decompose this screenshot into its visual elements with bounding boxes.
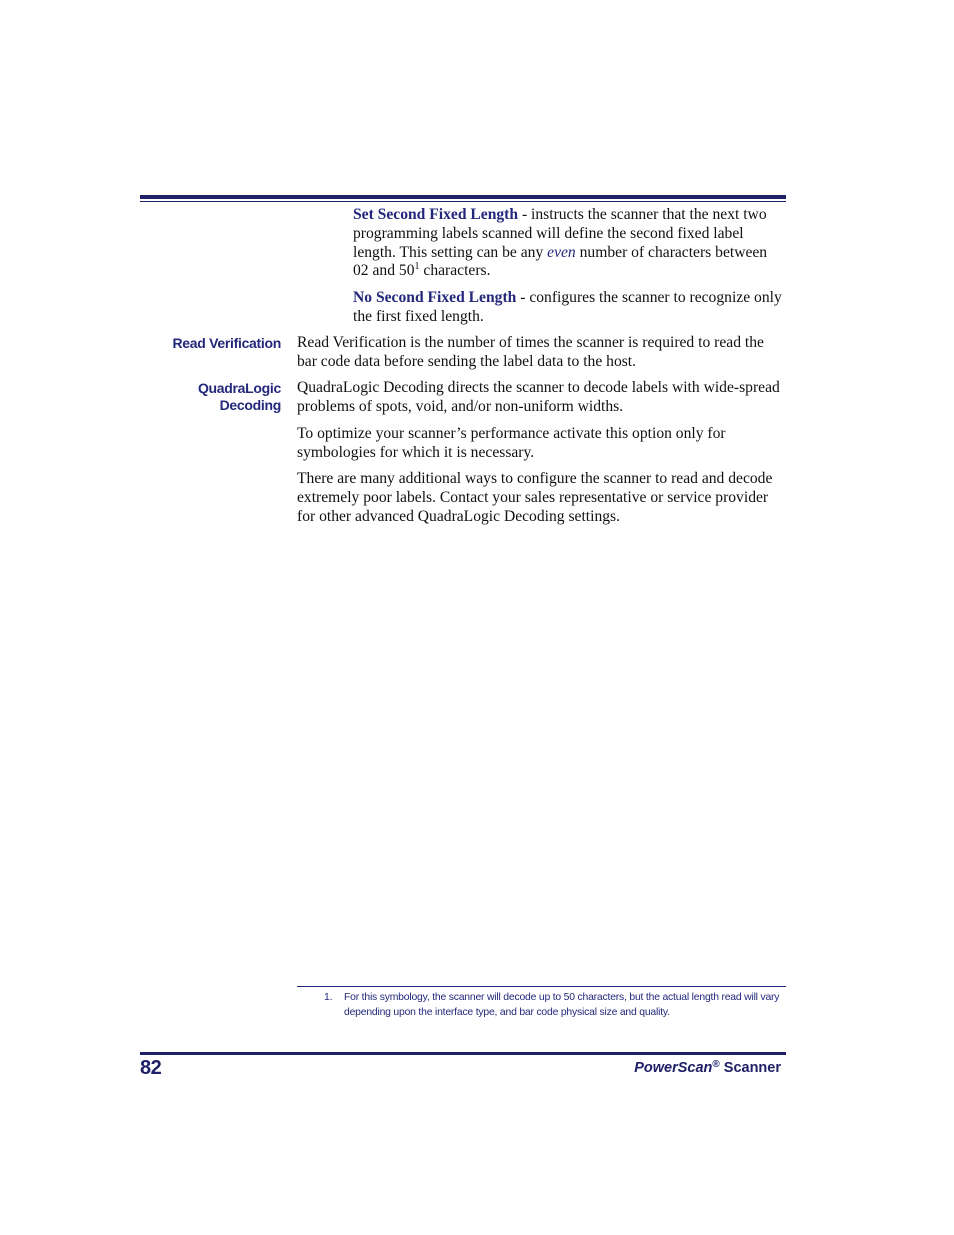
quadralogic-heading-line2: Decoding [219,396,281,413]
footnote-reference[interactable]: 1 [414,261,420,273]
quadralogic-paragraph-2: To optimize your scanner’s performance activate this option only for symbologies for which it is necessary. [297,425,726,461]
no-second-fixed-length-term: No Second Fixed Length [353,289,517,306]
footnote [324,990,784,1020]
set-second-text-a: - instructs the scanner that the next two programming labels scanned will define the second fixed label length. This setting can be any [353,206,767,261]
running-footer [634,1060,781,1076]
set-second-fixed-length-paragraph [353,206,785,281]
set-second-fixed-length-term: Set Second Fixed Length [353,206,519,223]
read-verification-heading: Read Verification [172,335,281,351]
no-second-text: - configures the scanner to recognize only the first fixed length. [353,289,782,325]
footnote-text: For this symbology, the scanner will decode up to 50 characters, but the actual length read will vary depending upon the interface type, and bar code physical size and quality. [344,992,780,1018]
no-second-fixed-length-paragraph [353,289,785,327]
header-rule-thin [140,201,786,202]
footer-rule [140,1052,786,1055]
read-verification-paragraph: Read Verification is the number of times the scanner is required to read the bar code data before sending the label data to the host. [297,334,764,370]
header-rule-thick [140,195,786,199]
footer-suffix: Scanner [719,1060,781,1076]
registered-mark: ® [712,1059,720,1070]
footnote-number: 1. [324,992,333,1003]
quadralogic-paragraph-1: QuadraLogic Decoding directs the scanner to decode labels with wide-spread problems of spots, void, and/or non-uniform widths. [297,379,780,415]
footnote-rule [297,986,786,987]
set-second-text-b: number of characters between 02 and 50 [353,243,768,280]
even-emphasis: even [547,243,576,261]
set-second-text-c: characters. [419,262,491,280]
quadralogic-paragraph-3: There are many additional ways to configure the scanner to read and decode extremely poor labels. Contact your sales representative or service provider for other advanced QuadraLogic Decoding settings. [297,470,773,525]
product-name: PowerScan [634,1060,713,1076]
quadralogic-heading-line1: QuadraLogic [197,380,281,396]
page-number: 82 [140,1057,162,1079]
quadralogic-decoding-heading [198,380,281,413]
